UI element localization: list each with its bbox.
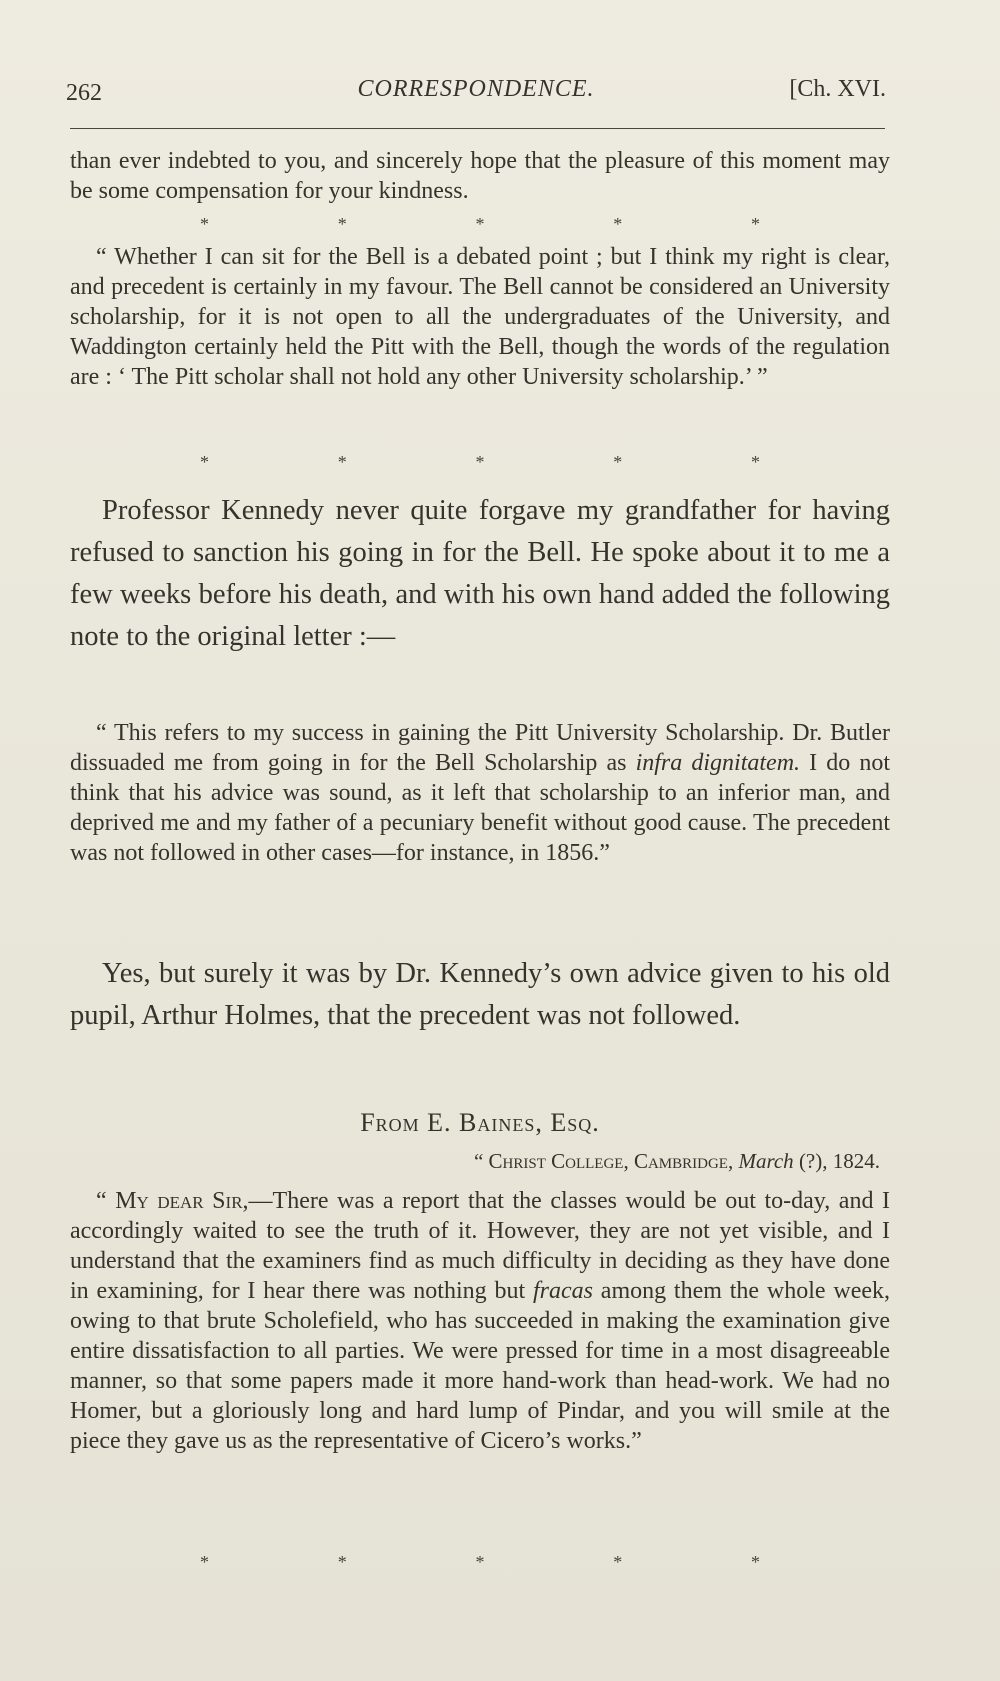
letter-heading: From E. Baines, Esq.	[360, 1108, 600, 1137]
ellipsis-star: *	[200, 214, 209, 234]
ellipsis-star: *	[613, 214, 623, 234]
ellipsis-star: *	[613, 1552, 623, 1572]
note-text: “ This refers to my success in gaining the Pitt University Scholarship. Dr. Butler dissuaded me from going in for the Bell Scholarship as	[70, 720, 890, 776]
letter-continuation-paragraph: than ever indebted to you, and sincerely hope that the pleasure of this moment may be some compensation for your kindness.	[70, 148, 890, 204]
note-text: I do not think that his advice was sound, as it left that scholarship to an inferior man, and deprived me and my father of a pecuniary benefit without good cause. The precedent was not followed in other cases—for instance, in 1856.”	[70, 750, 890, 866]
letter-text: among them the whole week, owing to that brute Scholefield, who has succeeded in making the examination give entire dissatisfaction to all parties. We were pressed for time in a most disagreeable manner, so that some papers made it more hand-work than head-work. We had no Homer, but a gloriously long and hard lump of Pindar, and you will smile at the piece they gave us as the representative of Cicero’s works.”	[70, 1278, 891, 1454]
ellipsis-star: *	[337, 214, 347, 234]
kennedy-narrative-paragraph: Professor Kennedy never quite forgave my grandfather for having refused to sanction his going in for the Bell. He spoke about it to me a few weeks before his death, and with his own hand added the following note to the original letter :—	[70, 495, 890, 652]
kennedy-note-paragraph	[70, 718, 890, 868]
ellipsis-star: *	[475, 452, 485, 472]
letter-italic-text: fracas	[532, 1278, 593, 1304]
ellipsis-stars	[200, 1553, 760, 1571]
dateline-place: “ Christ College, Cambridge,	[473, 1149, 739, 1173]
bell-quote-paragraph: “ Whether I can sit for the Bell is a debated point ; but I think my right is clear, and precedent is certainly in my favour. The Bell cannot be considered an University scholarship, for it is not open to all the undergraduates of the University, and Waddington certainly held the Pitt with the Bell, though the words of the regulation are : ‘ The Pitt scholar shall not hold any other University scholarship.’ ”	[70, 244, 890, 390]
header-rule	[70, 128, 885, 129]
chapter-reference: [Ch. XVI.	[789, 76, 886, 102]
dateline-year: (?), 1824.	[793, 1149, 880, 1173]
ellipsis-star: *	[200, 452, 209, 472]
running-title: CORRESPONDENCE.	[357, 76, 595, 102]
letter-text: —There was a report that the classes would be out to-day, and I accordingly waited to see the truth of it. However, they are not yet visible, and I understand that the examiners find as much difficulty in deciding as they have done in examining, for I hear there was nothing but	[70, 1188, 890, 1304]
holmes-narrative-paragraph: Yes, but surely it was by Dr. Kennedy’s own advice given to his old pupil, Arthur Holmes, that the precedent was not followed.	[70, 958, 890, 1031]
ellipsis-star: *	[475, 214, 485, 234]
letter-dateline	[70, 1149, 880, 1174]
ellipsis-star: *	[337, 1552, 347, 1572]
note-italic-text: infra dignitatem.	[635, 750, 801, 776]
ellipsis-star: *	[751, 214, 760, 234]
ellipsis-star: *	[751, 452, 760, 472]
baines-letter-paragraph	[70, 1186, 890, 1456]
ellipsis-star: *	[200, 1552, 209, 1572]
ellipsis-stars	[200, 453, 760, 471]
letter-salutation: “ My dear Sir,	[96, 1188, 249, 1214]
ellipsis-star: *	[475, 1552, 485, 1572]
page-header	[66, 76, 886, 116]
dateline-month: March	[738, 1149, 794, 1173]
ellipsis-stars	[200, 215, 760, 233]
ellipsis-star: *	[751, 1552, 760, 1572]
page-number: 262	[66, 80, 102, 106]
ellipsis-star: *	[337, 452, 347, 472]
ellipsis-star: *	[613, 452, 623, 472]
